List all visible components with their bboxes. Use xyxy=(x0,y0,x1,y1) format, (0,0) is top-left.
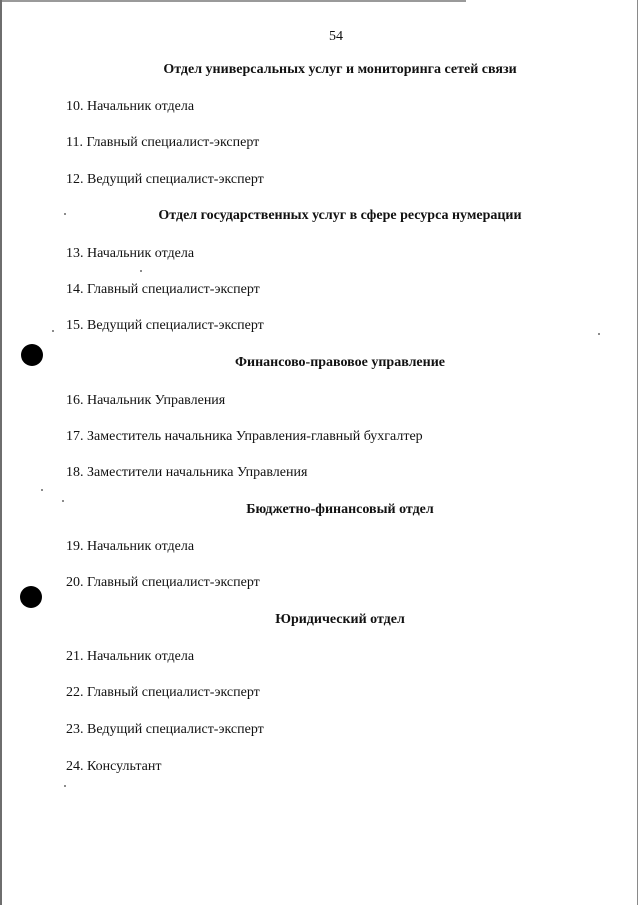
list-item: 24. Консультант xyxy=(66,759,162,774)
scan-speck xyxy=(62,500,64,502)
list-item: 11. Главный специалист-эксперт xyxy=(66,135,260,150)
list-item: 21. Начальник отдела xyxy=(66,649,195,664)
scan-edge-right xyxy=(637,0,638,905)
scan-speck xyxy=(140,270,142,272)
section-heading: Юридический отдел xyxy=(275,612,405,627)
list-item: 15. Ведущий специалист-эксперт xyxy=(66,318,264,333)
list-item: 10. Начальник отдела xyxy=(66,99,195,114)
scan-edge-top xyxy=(0,0,466,2)
list-item: 18. Заместители начальника Управления xyxy=(66,465,308,480)
list-item: 12. Ведущий специалист-эксперт xyxy=(66,172,264,187)
section-heading: Финансово-правовое управление xyxy=(234,355,445,370)
section-heading: Бюджетно-финансовый отдел xyxy=(246,502,434,517)
list-item: 13. Начальник отдела xyxy=(66,246,195,261)
list-item: 20. Главный специалист-эксперт xyxy=(66,575,260,590)
punch-hole-mark xyxy=(21,344,43,366)
section-heading: Отдел универсальных услуг и мониторинга сетей связи xyxy=(163,62,517,77)
scan-speck xyxy=(64,213,66,215)
scan-speck xyxy=(64,785,66,787)
list-item: 23. Ведущий специалист-эксперт xyxy=(66,722,264,737)
list-item: 17. Заместитель начальника Управления-главный бухгалтер xyxy=(66,429,423,444)
scan-speck xyxy=(598,333,600,335)
list-item: 16. Начальник Управления xyxy=(66,393,226,408)
scan-edge-left xyxy=(0,0,2,905)
scan-speck xyxy=(52,330,54,332)
scan-speck xyxy=(41,489,43,491)
section-heading: Отдел государственных услуг в сфере ресурса нумерации xyxy=(158,208,522,223)
punch-hole-mark xyxy=(20,586,42,608)
list-item: 14. Главный специалист-эксперт xyxy=(66,282,260,297)
page-number: 54 xyxy=(329,29,343,44)
list-item: 19. Начальник отдела xyxy=(66,539,195,554)
list-item: 22. Главный специалист-эксперт xyxy=(66,685,260,700)
